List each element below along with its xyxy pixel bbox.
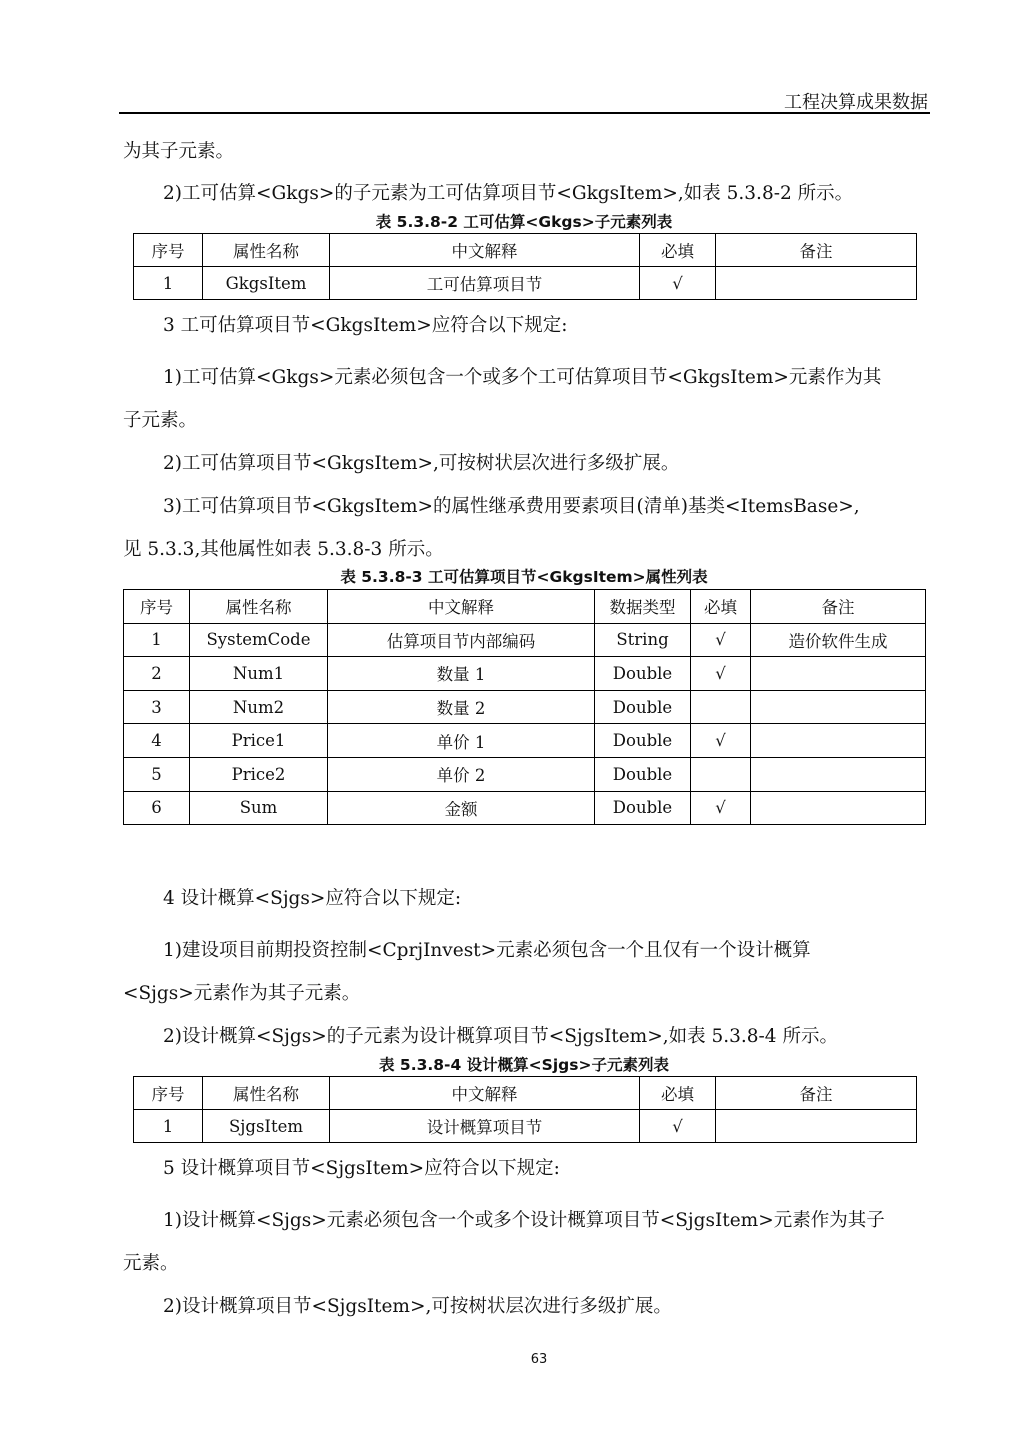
paragraph-sjgs-rule-1a: 1)建设项目前期投资控制<CprjInvest>元素必须包含一个且仅有一个设计概算	[163, 940, 811, 961]
table-cell: 2	[124, 657, 190, 691]
table-cell: √	[691, 724, 751, 758]
table-caption-5-3-8-3: 表 5.3.8-3 工可估算项目节<GkgsItem>属性列表	[340, 568, 708, 586]
table-cell: SystemCode	[190, 623, 328, 657]
table-cell: 单价 1	[328, 724, 595, 758]
table-cell: Double	[595, 791, 691, 825]
table-cell: 单价 2	[328, 757, 595, 791]
table-cell: 4	[124, 724, 190, 758]
paragraph-gkgs-children: 2)工可估算<Gkgs>的子元素为工可估算项目节<GkgsItem>,如表 5.3.8-2 所示。	[163, 183, 854, 204]
table-gkgsitem-attributes	[123, 589, 926, 825]
table-cell	[716, 267, 917, 300]
header-cell: 序号	[124, 590, 190, 624]
paragraph-rule-2: 2)工可估算项目节<GkgsItem>,可按树状层次进行多级扩展。	[163, 453, 680, 474]
header-cell: 序号	[134, 1077, 203, 1110]
table-cell: √	[640, 1110, 716, 1143]
table-cell: SjgsItem	[203, 1110, 330, 1143]
table-cell: Double	[595, 724, 691, 758]
header-cell: 属性名称	[190, 590, 328, 624]
table-cell	[751, 690, 926, 724]
table-caption-5-3-8-4: 表 5.3.8-4 设计概算<Sjgs>子元素列表	[379, 1056, 669, 1074]
table-cell: 工可估算项目节	[330, 267, 640, 300]
header-cell: 必填	[691, 590, 751, 624]
header-cell: 序号	[134, 234, 203, 267]
table-cell: 3	[124, 690, 190, 724]
running-header: 工程决算成果数据	[784, 92, 928, 113]
paragraph-rule-3a: 3)工可估算项目节<GkgsItem>的属性继承费用要素项目(清单)基类<ItemsBase>,	[163, 496, 860, 517]
table-cell: 1	[124, 623, 190, 657]
paragraph-sjgsitem-rule-2: 2)设计概算项目节<SjgsItem>,可按树状层次进行多级扩展。	[163, 1296, 672, 1317]
paragraph-rule-1b: 子元素。	[123, 410, 198, 431]
header-cell: 中文解释	[330, 234, 640, 267]
table-cell: 6	[124, 791, 190, 825]
page-number: 63	[530, 1352, 548, 1367]
table-header-row	[134, 234, 917, 267]
table-cell: 估算项目节内部编码	[328, 623, 595, 657]
paragraph-sjgsitem-rules: 5 设计概算项目节<SjgsItem>应符合以下规定:	[163, 1158, 560, 1179]
header-cell: 属性名称	[203, 1077, 330, 1110]
table-cell	[691, 690, 751, 724]
table-cell: 造价软件生成	[751, 623, 926, 657]
header-rule	[119, 112, 930, 114]
table-header-row	[124, 590, 926, 624]
table-cell: GkgsItem	[203, 267, 330, 300]
header-cell: 中文解释	[328, 590, 595, 624]
table-header-row	[134, 1077, 917, 1110]
header-cell: 备注	[716, 234, 917, 267]
table-cell: 设计概算项目节	[330, 1110, 640, 1143]
header-cell: 备注	[751, 590, 926, 624]
paragraph-continuation: 为其子元素。	[123, 141, 235, 162]
header-cell: 中文解释	[330, 1077, 640, 1110]
table-row	[134, 1110, 917, 1143]
table-caption-5-3-8-2: 表 5.3.8-2 工可估算<Gkgs>子元素列表	[375, 213, 673, 231]
header-cell: 必填	[640, 1077, 716, 1110]
table-cell: Double	[595, 690, 691, 724]
table-row	[124, 657, 926, 691]
table-cell: Double	[595, 657, 691, 691]
header-cell: 必填	[640, 234, 716, 267]
table-row	[134, 267, 917, 300]
table-cell: 5	[124, 757, 190, 791]
table-gkgs-children	[133, 233, 917, 300]
table-cell: 金额	[328, 791, 595, 825]
paragraph-sjgs-rule-1b: <Sjgs>元素作为其子元素。	[123, 983, 361, 1004]
table-cell: Price1	[190, 724, 328, 758]
table-cell: 1	[134, 1110, 203, 1143]
paragraph-rule-3b: 见 5.3.3,其他属性如表 5.3.8-3 所示。	[123, 539, 444, 560]
table-cell: √	[691, 791, 751, 825]
table-cell: Sum	[190, 791, 328, 825]
table-cell: 1	[134, 267, 203, 300]
table-cell: 数量 2	[328, 690, 595, 724]
table-sjgs-children	[133, 1076, 917, 1143]
table-cell: 数量 1	[328, 657, 595, 691]
table-cell: √	[691, 623, 751, 657]
table-cell: String	[595, 623, 691, 657]
paragraph-rule-1a: 1)工可估算<Gkgs>元素必须包含一个或多个工可估算项目节<GkgsItem>元素作为其	[163, 367, 882, 388]
header-cell: 数据类型	[595, 590, 691, 624]
table-cell	[751, 757, 926, 791]
table-cell: √	[640, 267, 716, 300]
paragraph-sjgs-rules: 4 设计概算<Sjgs>应符合以下规定:	[163, 888, 462, 909]
table-cell	[751, 791, 926, 825]
table-row	[124, 623, 926, 657]
table-cell	[716, 1110, 917, 1143]
paragraph-gkgsitem-rules: 3 工可估算项目节<GkgsItem>应符合以下规定:	[163, 315, 568, 336]
table-cell: Num1	[190, 657, 328, 691]
table-cell: Price2	[190, 757, 328, 791]
table-cell	[691, 757, 751, 791]
paragraph-sjgsitem-rule-1a: 1)设计概算<Sjgs>元素必须包含一个或多个设计概算项目节<SjgsItem>元素作为其子	[163, 1210, 885, 1231]
table-row	[124, 757, 926, 791]
header-cell: 属性名称	[203, 234, 330, 267]
table-cell	[751, 724, 926, 758]
paragraph-sjgsitem-rule-1b: 元素。	[123, 1253, 179, 1274]
table-row	[124, 690, 926, 724]
table-cell: √	[691, 657, 751, 691]
header-cell: 备注	[716, 1077, 917, 1110]
table-cell	[751, 657, 926, 691]
table-cell: Double	[595, 757, 691, 791]
table-row	[124, 791, 926, 825]
table-cell: Num2	[190, 690, 328, 724]
table-row	[124, 724, 926, 758]
paragraph-sjgs-children: 2)设计概算<Sjgs>的子元素为设计概算项目节<SjgsItem>,如表 5.3.8-4 所示。	[163, 1026, 838, 1047]
